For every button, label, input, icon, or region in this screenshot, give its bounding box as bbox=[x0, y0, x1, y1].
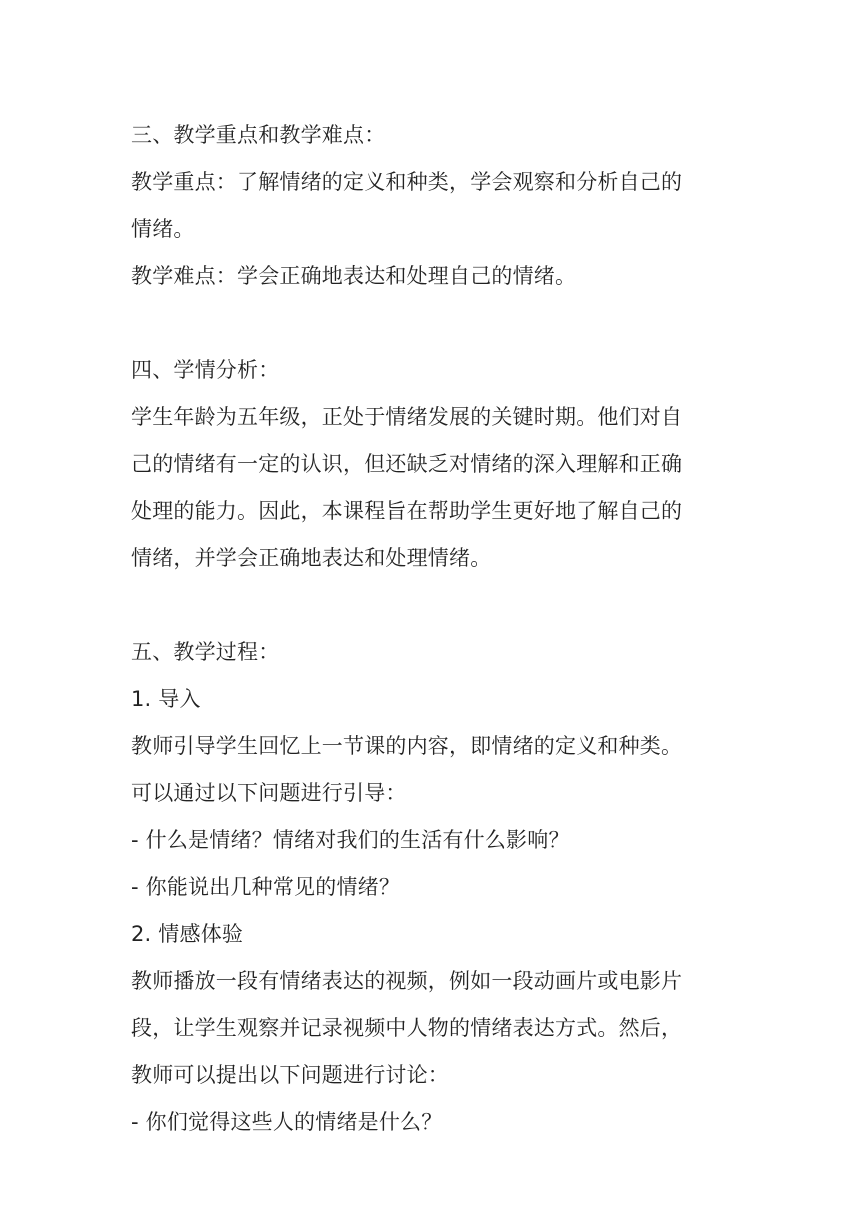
paragraph-line: 处理的能力。因此，本课程旨在帮助学生更好地了解自己的 bbox=[131, 499, 683, 523]
paragraph-line: 可以通过以下问题进行引导： bbox=[131, 781, 407, 805]
section-heading: 五、教学过程： bbox=[131, 640, 280, 664]
paragraph-line: 学生年龄为五年级，正处于情绪发展的关键时期。他们对自 bbox=[131, 405, 683, 429]
section-teaching-process bbox=[131, 629, 731, 1146]
paragraph-line: 教师引导学生回忆上一节课的内容，即情绪的定义和种类。 bbox=[131, 734, 683, 758]
question-item: - 什么是情绪？情绪对我们的生活有什么影响？ bbox=[131, 828, 570, 852]
step-title: 1. 导入 bbox=[131, 687, 201, 711]
paragraph-line: 教师播放一段有情绪表达的视频，例如一段动画片或电影片 bbox=[131, 969, 683, 993]
paragraph-line: 教学难点：学会正确地表达和处理自己的情绪。 bbox=[131, 264, 577, 288]
question-item: - 你能说出几种常见的情绪？ bbox=[131, 875, 401, 899]
question-item: - 你们觉得这些人的情绪是什么？ bbox=[131, 1110, 443, 1134]
section-student-analysis bbox=[131, 347, 731, 582]
section-heading: 三、教学重点和教学难点： bbox=[131, 123, 386, 147]
document-body bbox=[131, 112, 731, 1146]
paragraph-line: 教学重点：了解情绪的定义和种类，学会观察和分析自己的 bbox=[131, 170, 683, 194]
paragraph-line: 情绪，并学会正确地表达和处理情绪。 bbox=[131, 546, 492, 570]
section-spacer bbox=[131, 300, 731, 347]
paragraph-line: 段，让学生观察并记录视频中人物的情绪表达方式。然后， bbox=[131, 1016, 683, 1040]
section-key-difficult-points bbox=[131, 112, 731, 300]
paragraph-line: 情绪。 bbox=[131, 217, 195, 241]
section-heading: 四、学情分析： bbox=[131, 358, 280, 382]
paragraph-line: 教师可以提出以下问题进行讨论： bbox=[131, 1063, 449, 1087]
section-spacer bbox=[131, 582, 731, 629]
step-title: 2. 情感体验 bbox=[131, 922, 244, 946]
paragraph-line: 己的情绪有一定的认识，但还缺乏对情绪的深入理解和正确 bbox=[131, 452, 683, 476]
